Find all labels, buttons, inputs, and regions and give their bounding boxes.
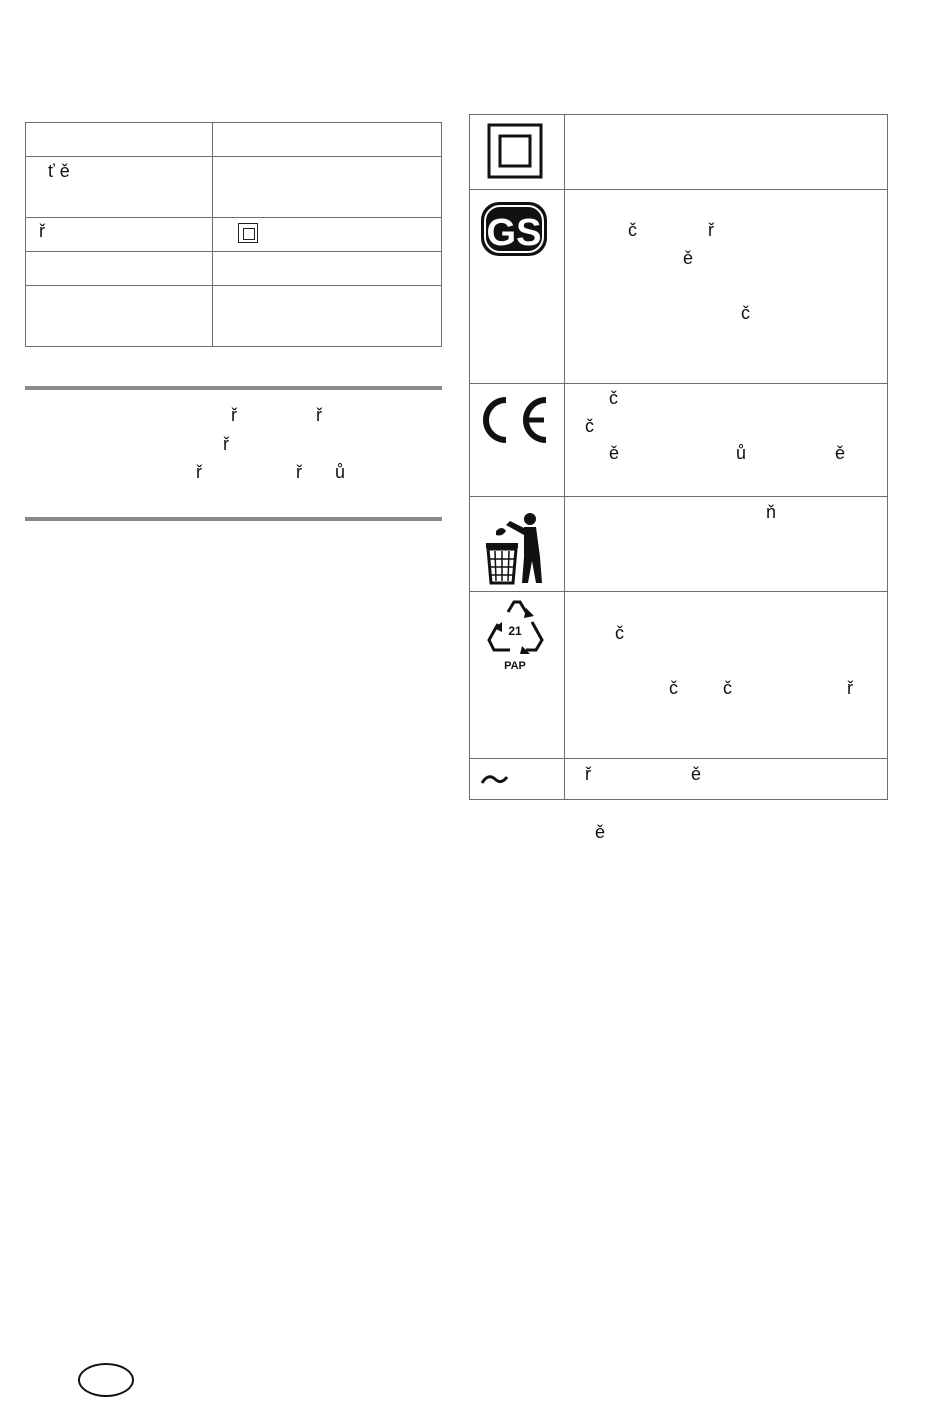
spec-label-cell [26, 123, 213, 157]
symbol-icon-cell [470, 759, 565, 800]
symbol-text-cell [565, 384, 888, 497]
symbol-text-cell [565, 190, 888, 384]
symbol-icon-cell [470, 384, 565, 497]
symbol-text: č [585, 416, 594, 436]
spec-value-cell [213, 218, 442, 252]
symbol-text: ř [847, 678, 853, 698]
symbol-table [469, 114, 888, 800]
symbol-text-cell [565, 115, 888, 190]
symbol-text: ě [609, 443, 620, 463]
gs-mark-icon [470, 190, 565, 280]
symbol-icon-cell [470, 115, 565, 190]
spec-value-cell [213, 286, 442, 347]
symbol-row [470, 384, 888, 497]
symbol-text: č [628, 220, 637, 240]
double-square-icon [470, 115, 565, 190]
symbol-text: ř [585, 764, 591, 784]
svg-text:21: 21 [508, 624, 522, 638]
ce-mark-icon [470, 384, 565, 459]
spec-value-cell [213, 123, 442, 157]
spec-label-cell [26, 218, 213, 252]
symbol-text: ě [683, 248, 694, 268]
symbol-text: č [723, 678, 732, 698]
symbol-text: č [741, 303, 750, 323]
spec-row [26, 157, 442, 218]
tidyman-bin-icon [470, 497, 565, 592]
spec-label-cell [26, 157, 213, 218]
symbol-text: č [609, 388, 618, 408]
symbol-row [470, 497, 888, 592]
spec-label: ř [39, 221, 45, 241]
symbol-text: ě [835, 443, 846, 463]
country-code-oval [78, 1363, 134, 1397]
spec-row [26, 286, 442, 347]
note-text: ř [196, 462, 202, 482]
symbol-text: ě [691, 764, 702, 784]
spec-label: ť ě [48, 161, 70, 181]
spec-label-cell [26, 286, 213, 347]
symbol-text: ň [766, 502, 777, 522]
note-text: ř [223, 434, 229, 454]
note-text: ů [335, 462, 346, 482]
symbol-text-cell [565, 759, 888, 800]
symbol-row [470, 759, 888, 800]
symbol-row [470, 592, 888, 759]
symbol-icon-cell [470, 190, 565, 384]
svg-text:PAP: PAP [504, 660, 526, 672]
spec-row [26, 123, 442, 157]
note-text: ř [231, 405, 237, 425]
note-block [25, 390, 442, 518]
recycle-triangle-icon [470, 592, 565, 677]
tilde-ac-icon [470, 759, 565, 800]
spec-row [26, 218, 442, 252]
note-text: ř [296, 462, 302, 482]
symbol-text: ů [736, 443, 747, 463]
note-text: ř [316, 405, 322, 425]
symbol-text: ř [708, 220, 714, 240]
symbol-row [470, 115, 888, 190]
symbol-text-cell [565, 497, 888, 592]
spec-table [25, 122, 442, 347]
double-square-icon [238, 223, 258, 243]
footer-text: ě [595, 822, 606, 842]
spec-value-cell [213, 252, 442, 286]
symbol-icon-cell [470, 592, 565, 759]
spec-value-cell [213, 157, 442, 218]
spec-row [26, 252, 442, 286]
svg-text:GS: GS [486, 212, 542, 254]
symbol-text: č [615, 623, 624, 643]
symbol-text-cell [565, 592, 888, 759]
symbol-icon-cell [470, 497, 565, 592]
symbol-text: č [669, 678, 678, 698]
symbol-row [470, 190, 888, 384]
spec-label-cell [26, 252, 213, 286]
section-rule-bottom [25, 517, 442, 521]
